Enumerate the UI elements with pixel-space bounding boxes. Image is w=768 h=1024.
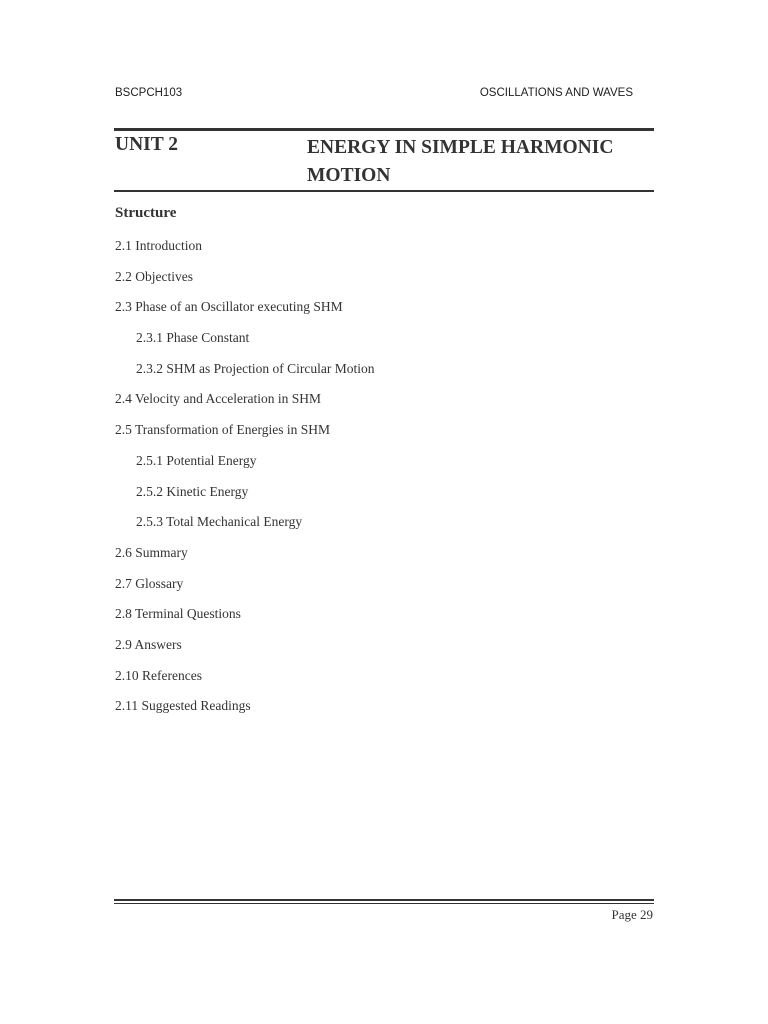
toc-item: 2.3.2 SHM as Projection of Circular Motion [136, 360, 375, 376]
toc-item: 2.7 Glossary [115, 575, 184, 591]
toc-item: 2.5 Transformation of Energies in SHM [115, 422, 330, 438]
top-divider [114, 128, 654, 131]
toc-item: 2.3 Phase of an Oscillator executing SHM [115, 299, 343, 315]
toc-item: 2.6 Summary [115, 544, 188, 560]
unit-title: ENERGY IN SIMPLE HARMONIC MOTION [307, 137, 614, 186]
course-title: OSCILLATIONS AND WAVES [479, 87, 633, 99]
toc-item: 2.8 Terminal Questions [115, 606, 241, 622]
toc-item: 2.10 References [115, 667, 202, 683]
toc-item: 2.9 Answers [115, 636, 182, 652]
toc-item: 2.1 Introduction [115, 238, 202, 253]
running-header [115, 87, 633, 103]
page-number: Page 29 [611, 907, 653, 922]
title-divider [114, 190, 654, 192]
structure-heading: Structure [115, 205, 177, 221]
toc-item: 2.4 Velocity and Acceleration in SHM [115, 391, 321, 407]
toc-item: 2.11 Suggested Readings [115, 698, 251, 714]
footer-divider-thin [114, 903, 654, 904]
toc-item: 2.3.1 Phase Constant [136, 330, 250, 346]
unit-label: UNIT 2 [115, 134, 179, 155]
toc-item: 2.5.2 Kinetic Energy [136, 483, 249, 499]
toc-item: 2.5.1 Potential Energy [136, 452, 257, 468]
toc-item: 2.2 Objectives [115, 268, 193, 284]
course-code: BSCPCH103 [115, 87, 183, 99]
toc-item: 2.5.3 Total Mechanical Energy [136, 514, 303, 530]
footer-divider [114, 899, 654, 901]
table-of-contents [115, 237, 635, 728]
